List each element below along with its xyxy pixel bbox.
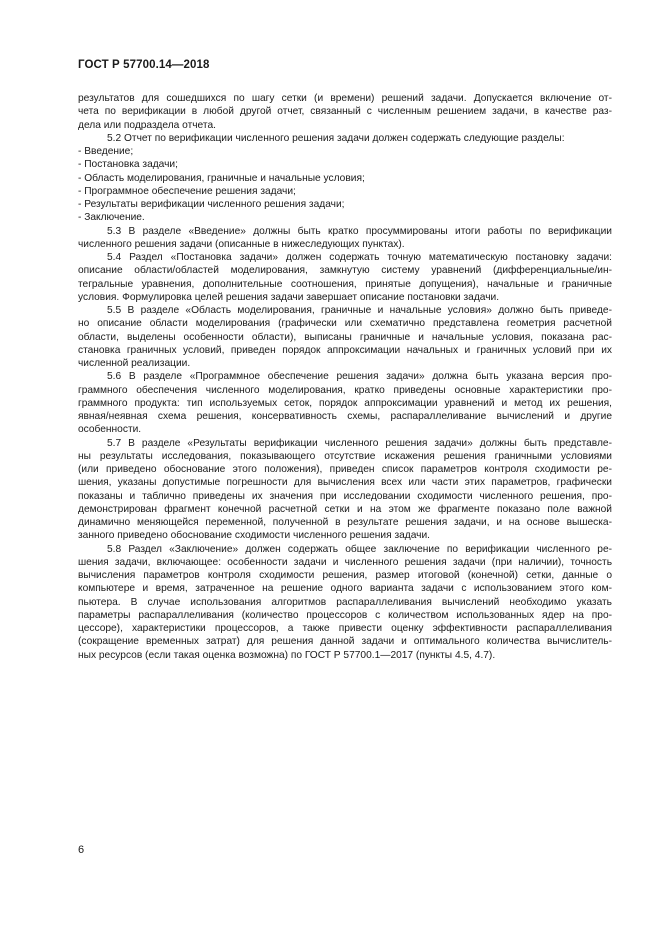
text-line: условия. Формулировка целей решения задачи завершает описание постановки задачи. (78, 291, 500, 303)
text-line: цессоре), характеристики процессоров, а также привести оценку эффективности распараллеливания (78, 623, 612, 634)
text-line: явная/неявная схема решения, консервативность схемы, распараллеливание вычислений и другие (78, 411, 612, 422)
text-line: 5.4 Раздел «Постановка задачи» должен содержать точную математическую постановку задачи: (107, 252, 612, 263)
text-line: чета по верификации в любой другой отчет, связанный с численным решением задачи, в качестве раз- (78, 106, 612, 118)
text-line: области, выделены особенности области), выписаны граничные и начальные условия, показана рас- (78, 331, 612, 343)
text-line: - Введение; (78, 146, 134, 157)
text-line: становка граничных условий, приведен порядок аппроксимации начальных и граничных условий при их (78, 344, 612, 356)
text-line: граммного продукта: тип используемых сеток, порядок аппроксимации уравнений и метод их решения, (78, 397, 612, 409)
text-line: 5.8 Раздел «Заключение» должен содержать общее заключение по верификации численного ре- (107, 543, 612, 555)
text-line: численной реализации. (78, 358, 191, 369)
text-line: 5.3 В разделе «Введение» должны быть кратко просуммированы итоги работы по верификации (107, 225, 612, 237)
text-line: но описание области моделирования (графически или схематично представлена геометрия расчетной (78, 318, 612, 330)
text-line: демонстрирован фрагмент конечной расчетной сетки и на этом же фрагменте показано поле важной (78, 503, 612, 515)
text-line: дела или подраздела отчета. (78, 119, 216, 131)
text-line: тегральные уравнения, дополнительные соотношения, принятые допущения), начальные и граничные (78, 278, 612, 290)
page-number: 6 (78, 844, 85, 856)
text-line: граммного обеспечения численного моделирования, кратко приведены основные характеристики про- (78, 384, 612, 396)
text-line: - Заключение. (78, 212, 145, 224)
text-line: динамично меняющейся переменной, полученной в результате решения задачи, и на основе вышеска- (78, 517, 612, 528)
text-line: ны результаты исследования, показывающего отсутствие искажения решения граничными условиями (78, 450, 612, 462)
text-line: результатов для сошедшихся по шагу сетки (и времени) решений задачи. Допускается включение от- (78, 93, 612, 104)
text-line: шения, указаны допустимые погрешности для вычисления всех или части этих параметров, графически (78, 477, 612, 489)
text-line: вычисления параметров контроля сходимости решения, размер итоговой (конечной) сетки, данные о (78, 570, 612, 581)
text-line: - Постановка задачи; (78, 159, 178, 171)
text-line: параметры распараллеливания (количество процессоров с количеством использованных ядер на про- (78, 609, 612, 621)
text-line: шения задачи, включающее: особенности задачи и численного решения задачи (при наличии), точность (78, 556, 612, 568)
text-line: особенности. (78, 424, 142, 436)
text-line: - Результаты верификации численного решения задачи; (78, 199, 345, 210)
body-text (78, 92, 612, 662)
text-line: численного решения задачи (описанные в нижеследующих пунктах). (78, 238, 405, 250)
text-line: ных ресурсов (если такая оценка возможна) по ГОСТ Р 57700.1—2017 (пункты 4.5, 4.7). (78, 649, 496, 661)
document-header: ГОСТ Р 57700.14—2018 (78, 59, 210, 71)
text-line: занного приведено обоснование сходимости численного решения задачи. (78, 530, 431, 542)
text-line: пьютера. В случае использования алгоритмов распараллеливания вычислений необходимо указать (78, 596, 612, 608)
text-line: - Программное обеспечение решения задачи; (78, 185, 296, 197)
text-line: описание области/областей моделирования, замкнутую систему уравнений (дифференциальные/ин- (78, 265, 612, 277)
text-line: - Область моделирования, граничные и начальные условия; (78, 172, 365, 184)
text-line: 5.7 В разделе «Результаты верификации численного решения задачи» должны быть представле- (107, 437, 612, 449)
text-line: (сокращение временных затрат) для решения данной задачи и оптимального количества вычислитель- (78, 636, 612, 648)
text-line: 5.5 В разделе «Область моделирования, граничные и начальные условия» должно быть приведе- (107, 305, 612, 316)
text-line: 5.6 В разделе «Программное обеспечение решения задачи» должна быть указана версия про- (107, 371, 612, 383)
text-line: 5.2 Отчет по верификации численного решения задачи должен содержать следующие разделы: (107, 132, 565, 144)
text-line: компьютере и время, затраченное на решение одного варианта задачи с использованием этого ком- (78, 583, 612, 595)
text-line: (или приведено обоснование этого положения), приведен список параметров контроля сходимости ре- (78, 464, 612, 475)
text-line: показаны и таблично приведены их значения при исследовании сходимости численного решения, про- (78, 490, 612, 502)
